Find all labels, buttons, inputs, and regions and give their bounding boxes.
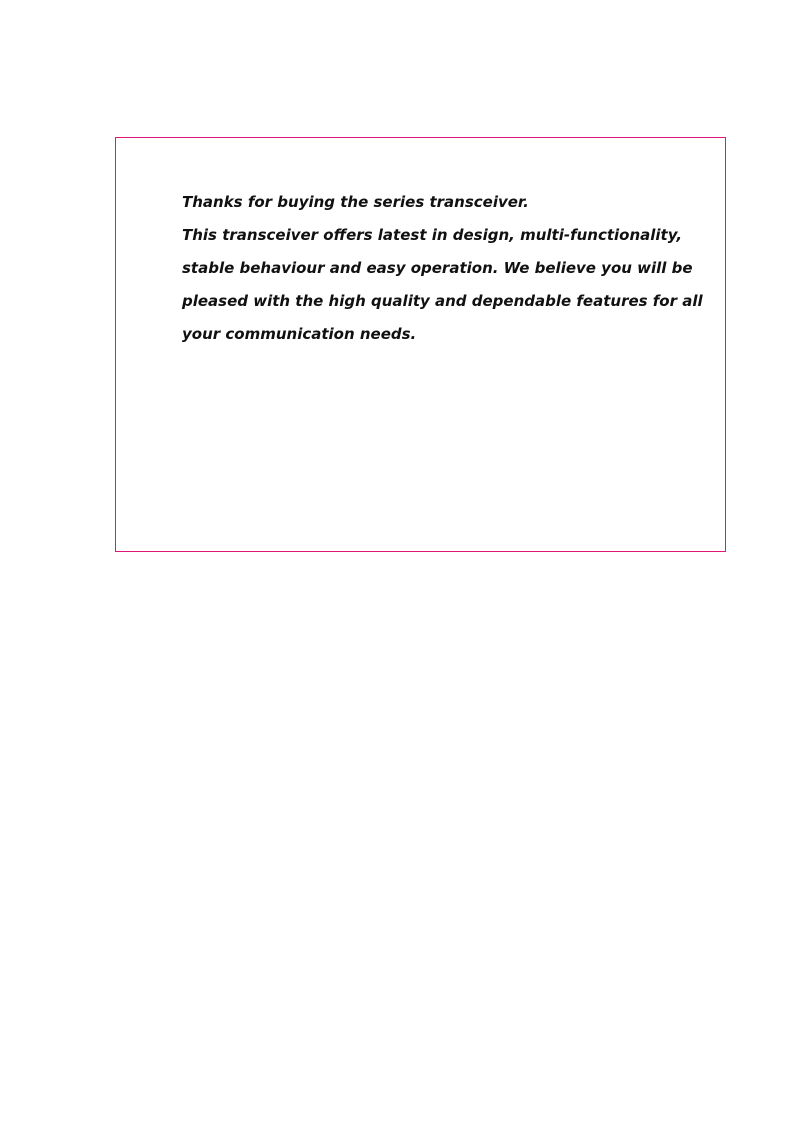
intro-line-4: your communication needs.	[182, 325, 417, 343]
intro-line-3: pleased with the high quality and dependable features for all	[182, 292, 703, 310]
intro-text-block	[182, 186, 703, 351]
intro-line-1: This transceiver offers latest in design, multi-functionality,	[182, 226, 683, 244]
intro-frame	[115, 137, 726, 552]
greeting-line: Thanks for buying the series transceiver.	[182, 193, 529, 211]
intro-line-2: stable behaviour and easy operation. We believe you will be	[182, 259, 693, 277]
